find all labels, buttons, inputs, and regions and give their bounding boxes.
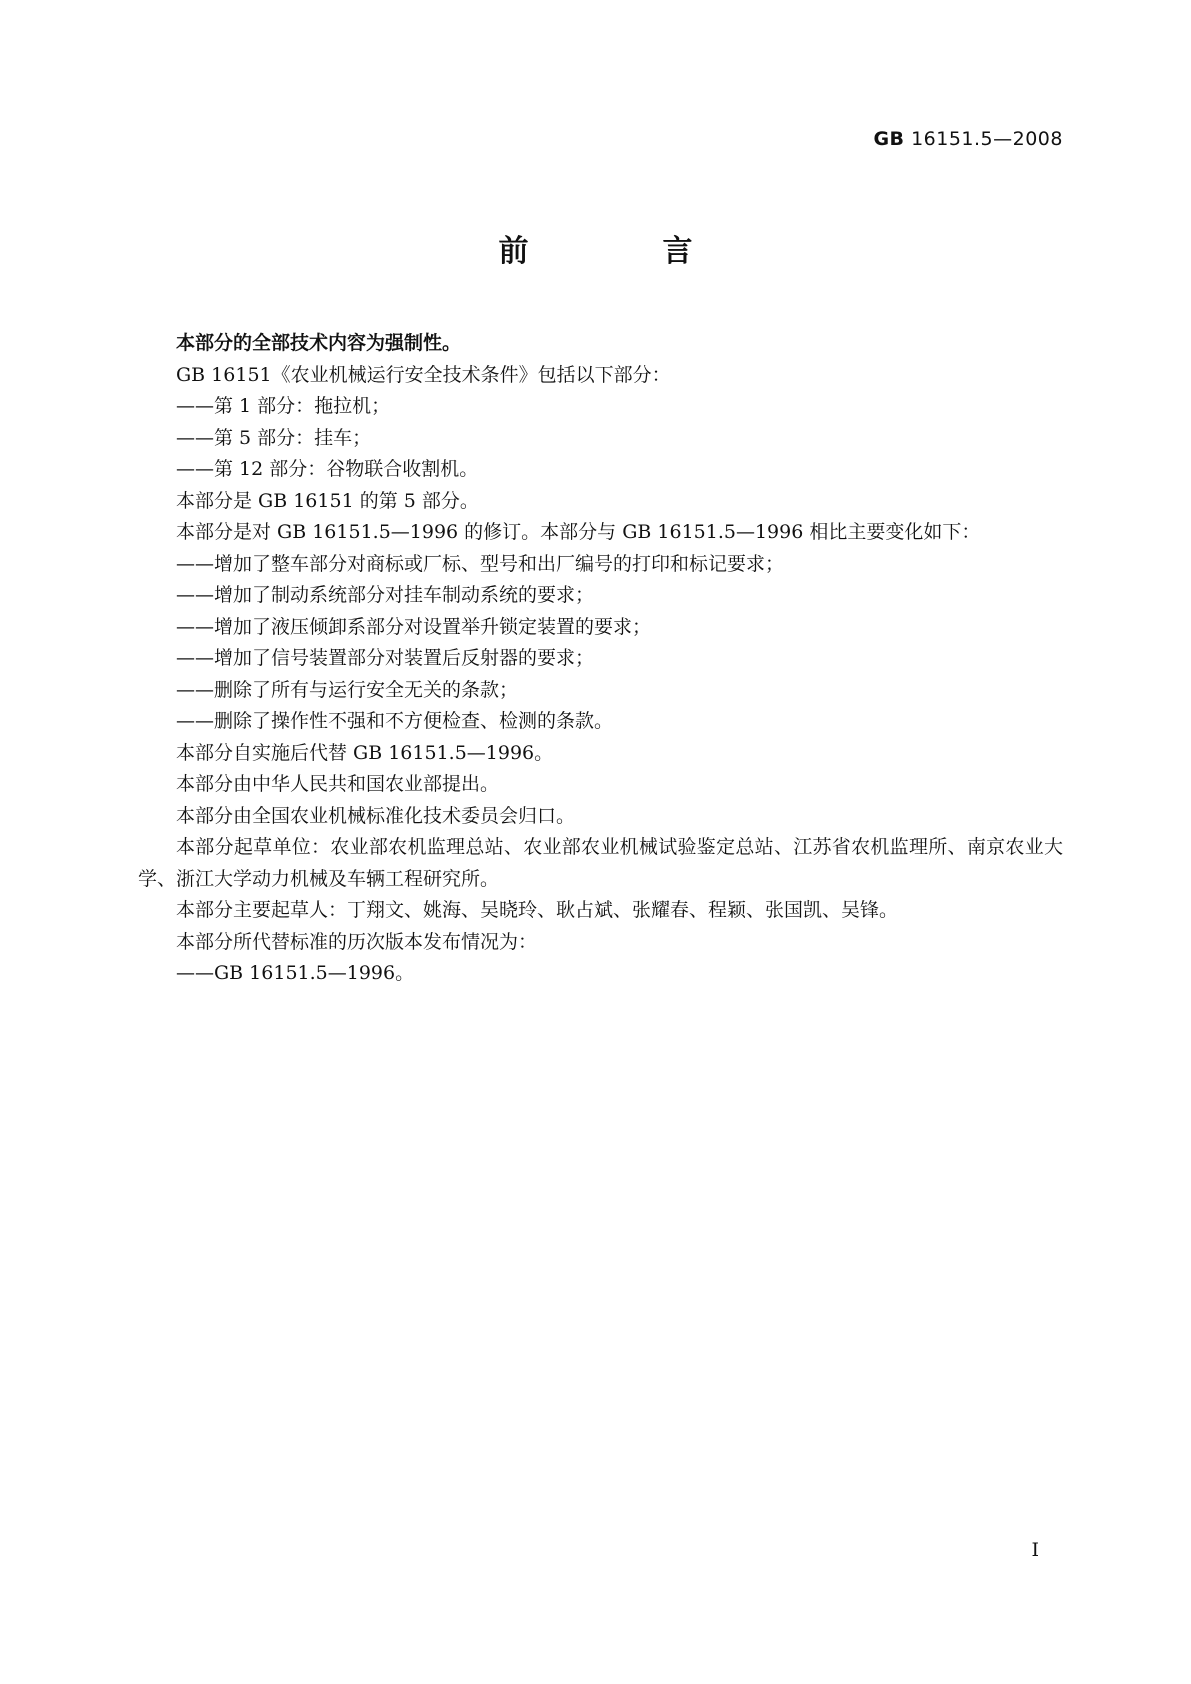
paragraph: 本部分由全国农业机械标准化技术委员会归口。	[176, 804, 576, 827]
list-item: ——增加了液压倾卸系部分对设置举升锁定装置的要求；	[176, 615, 652, 638]
list-item: ——第 1 部分：拖拉机；	[176, 395, 391, 417]
list-item: ——增加了整车部分对商标或厂标、型号和出厂编号的打印和标记要求；	[176, 552, 785, 575]
list-item: ——第 12 部分：谷物联合收割机。	[176, 458, 479, 480]
list-item: ——第 5 部分：挂车；	[176, 426, 372, 449]
list-item: ——增加了信号装置部分对装置后反射器的要求；	[176, 647, 595, 669]
paragraph: 本部分起草单位：农业部农机监理总站、农业部农业机械试验鉴定总站、江苏省农机监理所、南京农业大学、浙江大学动力机械及车辆工程研究所。	[138, 836, 1063, 890]
paragraph: 本部分是对 GB 16151.5—1996 的修订。本部分与 GB 16151.5—1996 相比主要变化如下：	[176, 521, 981, 543]
paragraph: 本部分是 GB 16151 的第 5 部分。	[176, 489, 479, 512]
page-title: 前 言	[498, 234, 745, 269]
standard-number: 16151.5—2008	[911, 128, 1063, 150]
page-number: I	[1031, 1539, 1039, 1561]
paragraph: 本部分所代替标准的历次版本发布情况为：	[176, 930, 538, 953]
list-item: ——删除了操作性不强和不方便检查、检测的条款。	[176, 710, 614, 732]
paragraph: 本部分主要起草人：丁翔文、姚海、吴晓玲、耿占斌、张耀春、程颖、张国凯、吴锋。	[176, 899, 899, 921]
paragraph: 本部分由中华人民共和国农业部提出。	[176, 773, 500, 795]
standard-prefix: GB	[873, 128, 905, 150]
paragraph: GB 16151《农业机械运行安全技术条件》包括以下部分：	[176, 363, 671, 386]
document-body	[138, 328, 1063, 990]
list-item: ——删除了所有与运行安全无关的条款；	[176, 678, 519, 701]
paragraph: 本部分的全部技术内容为强制性。	[176, 332, 462, 354]
list-item: ——GB 16151.5—1996。	[176, 962, 415, 984]
list-item: ——增加了制动系统部分对挂车制动系统的要求；	[176, 584, 595, 606]
paragraph: 本部分自实施后代替 GB 16151.5—1996。	[176, 741, 554, 764]
standard-code	[873, 128, 1063, 150]
